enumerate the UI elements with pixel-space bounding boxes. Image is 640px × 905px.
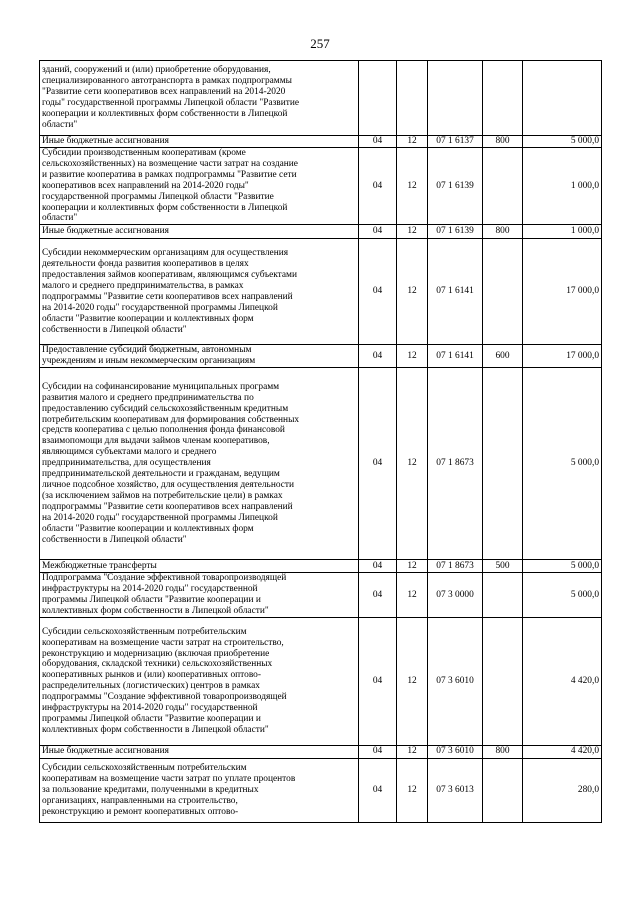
cell-section: 04 (359, 368, 397, 560)
cell-description: Иные бюджетные ассигнования (40, 745, 359, 758)
table-row (40, 225, 602, 239)
cell-section: 04 (359, 225, 397, 239)
cell-amount (523, 61, 602, 136)
cell-amount: 5 000,0 (523, 560, 602, 573)
cell-subsection: 12 (397, 617, 428, 745)
table-row (40, 148, 602, 225)
cell-section: 04 (359, 758, 397, 822)
cell-description: Субсидии некоммерческим организациям для осуществления деятельности фонда развития кооперативов в целях предоставления займов кооперативам, являющимся субъектами малого и среднего предпринимательства, в рамках подпрограммы "Развитие сети кооперативов всех направлений на 2014-2020 годы" государственной программы Липецкой области "Развитие кооперации и коллективных форм собственности в Липецкой области" (40, 239, 359, 345)
cell-section: 04 (359, 136, 397, 148)
cell-subsection (397, 61, 428, 136)
cell-amount: 5 000,0 (523, 136, 602, 148)
budget-table (39, 60, 602, 823)
cell-target-article: 07 3 6010 (428, 745, 483, 758)
cell-subsection: 12 (397, 368, 428, 560)
cell-subsection: 12 (397, 225, 428, 239)
cell-amount: 4 420,0 (523, 617, 602, 745)
table-row (40, 61, 602, 136)
cell-amount: 17 000,0 (523, 345, 602, 368)
cell-target-article (428, 61, 483, 136)
table-row (40, 345, 602, 368)
table-row (40, 368, 602, 560)
budget-table-body (40, 61, 602, 823)
cell-target-article: 07 1 6139 (428, 225, 483, 239)
cell-target-article: 07 1 8673 (428, 368, 483, 560)
cell-expense-type (483, 61, 523, 136)
cell-description: Подпрограмма "Создание эффективной товаропроизводящей инфраструктуры на 2014-2020 годы" государственной программы Липецкой области "Развитие кооперации и коллективных форм собственности в Липецкой области" (40, 573, 359, 618)
cell-expense-type (483, 758, 523, 822)
cell-description: Межбюджетные трансферты (40, 560, 359, 573)
cell-expense-type: 800 (483, 745, 523, 758)
cell-section: 04 (359, 148, 397, 225)
cell-section (359, 61, 397, 136)
cell-target-article: 07 1 8673 (428, 560, 483, 573)
table-row (40, 560, 602, 573)
cell-section: 04 (359, 345, 397, 368)
cell-expense-type (483, 239, 523, 345)
cell-target-article: 07 1 6137 (428, 136, 483, 148)
cell-amount: 280,0 (523, 758, 602, 822)
cell-subsection: 12 (397, 573, 428, 618)
cell-subsection: 12 (397, 148, 428, 225)
cell-subsection: 12 (397, 758, 428, 822)
cell-expense-type (483, 573, 523, 618)
cell-expense-type (483, 617, 523, 745)
cell-subsection: 12 (397, 745, 428, 758)
cell-section: 04 (359, 560, 397, 573)
cell-expense-type (483, 148, 523, 225)
cell-description: Субсидии сельскохозяйственным потребительским кооперативам на возмещение части затрат на строительство, реконструкцию и модернизацию (включая приобретение оборудования, складской техники) сельскохозяйственных кооперативных рынков и (или) кооперативных оптово- распределительных (логистических) центров в рамках подпрограммы "Создание эффективной товаропроизводящей инфраструктуры на 2014-2020 годы" государственной программы Липецкой области "Развитие кооперации и коллективных форм собственности в Липецкой области" (40, 617, 359, 745)
table-row (40, 758, 602, 822)
cell-section: 04 (359, 745, 397, 758)
table-row (40, 136, 602, 148)
cell-subsection: 12 (397, 345, 428, 368)
cell-expense-type: 800 (483, 225, 523, 239)
cell-target-article: 07 1 6141 (428, 239, 483, 345)
cell-target-article: 07 3 0000 (428, 573, 483, 618)
cell-target-article: 07 1 6139 (428, 148, 483, 225)
cell-description: Субсидии сельскохозяйственным потребительским кооперативам на возмещение части затрат по уплате процентов за пользование кредитами, полученными в кредитных организациях, направленными на строительство, реконструкцию и ремонт кооперативных оптово- (40, 758, 359, 822)
page-number: 257 (310, 36, 330, 51)
cell-amount: 1 000,0 (523, 148, 602, 225)
cell-amount: 17 000,0 (523, 239, 602, 345)
cell-amount: 1 000,0 (523, 225, 602, 239)
cell-target-article: 07 1 6141 (428, 345, 483, 368)
cell-target-article: 07 3 6013 (428, 758, 483, 822)
cell-subsection: 12 (397, 560, 428, 573)
table-row (40, 617, 602, 745)
cell-description: Иные бюджетные ассигнования (40, 136, 359, 148)
cell-section: 04 (359, 573, 397, 618)
cell-description: Иные бюджетные ассигнования (40, 225, 359, 239)
cell-expense-type: 500 (483, 560, 523, 573)
cell-expense-type: 800 (483, 136, 523, 148)
cell-amount: 5 000,0 (523, 573, 602, 618)
cell-amount: 4 420,0 (523, 745, 602, 758)
cell-expense-type: 600 (483, 345, 523, 368)
table-row (40, 573, 602, 618)
cell-description: Субсидии на софинансирование муниципальных программ развития малого и среднего предпринимательства по предоставлению субсидий сельскохозяйственным кредитным потребительским кооперативам для формирования собственных средств кооператива с целью пополнения фонда финансовой взаимопомощи для выдачи займов членам кооперативов, являющимся субъектами малого и среднего предпринимательства, для осуществления предпринимательской деятельности и гражданам, ведущим личное подсобное хозяйство, для осуществления деятельности (за исключением займов на потребительские цели) в рамках подпрограммы "Развитие сети кооперативов всех направлений на 2014-2020 годы" государственной программы Липецкой области "Развитие кооперации и коллективных форм собственности в Липецкой области" (40, 368, 359, 560)
cell-subsection: 12 (397, 136, 428, 148)
cell-description: Предоставление субсидий бюджетным, автономным учреждениям и иным некоммерческим организациям (40, 345, 359, 368)
cell-amount: 5 000,0 (523, 368, 602, 560)
cell-section: 04 (359, 239, 397, 345)
cell-description: зданий, сооружений и (или) приобретение оборудования, специализированного автотранспорта в рамках подпрограммы "Развитие сети кооперативов всех направлений на 2014-2020 годы" государственной программы Липецкой области "Развитие кооперации и коллективных форм собственности в Липецкой области" (40, 61, 359, 136)
table-row (40, 745, 602, 758)
cell-description: Субсидии производственным кооперативам (кроме сельскохозяйственных) на возмещение части затрат на создание и развитие кооператива в рамках подпрограммы "Развитие сети кооперативов всех направлений на 2014-2020 годы" государственной программы Липецкой области "Развитие кооперации и коллективных форм собственности в Липецкой области" (40, 148, 359, 225)
cell-expense-type (483, 368, 523, 560)
cell-subsection: 12 (397, 239, 428, 345)
cell-section: 04 (359, 617, 397, 745)
table-row (40, 239, 602, 345)
cell-target-article: 07 3 6010 (428, 617, 483, 745)
